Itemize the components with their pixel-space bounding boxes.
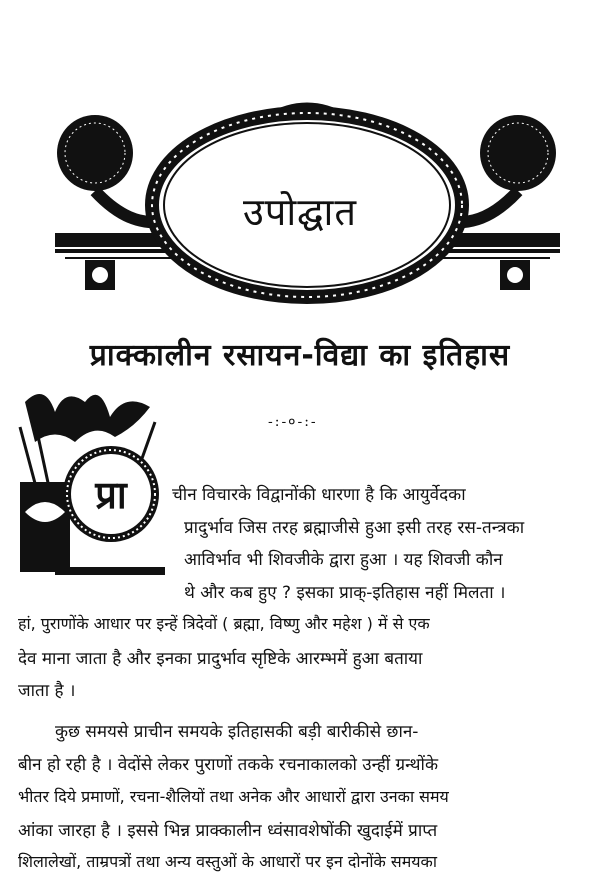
- body-line: जाता है ।: [18, 681, 76, 701]
- body-line: हां, पुराणोंके आधार पर इन्हें त्रिदेवों ( ब्रह्मा, विष्णु और महेश ) में से एक: [18, 614, 430, 633]
- body-line: देव माना जाता है और इनका प्रादुर्भाव सृष्टिके आरम्भमें हुआ बताया: [18, 649, 423, 669]
- left-ornament-ball: [57, 115, 133, 191]
- body-line: बीन हो रही है । वेदोंसे लेकर पुराणों तकके रचनाकालको उन्हीं ग्रन्थोंके: [18, 755, 438, 775]
- drop-cap-letter: प्रा: [95, 473, 127, 517]
- body-line: आंका जारहा है । इससे भिन्न प्राक्कालीन ध्वंसावशेषोंकी खुदाईमें प्राप्त: [18, 821, 438, 841]
- chapter-title: उपोद्घात: [242, 190, 358, 234]
- body-line: थे और कब हुए ? इसका प्राक्-इतिहास नहीं मिलता ।: [184, 583, 506, 603]
- body-line: कुछ समयसे प्राचीन समयके इतिहासकी बड़ी बारीकीसे छान-: [55, 722, 419, 742]
- body-line: शिलालेखों, ताम्रपत्रों तथा अन्य वस्तुओं के आधारों पर इन दोनोंके समयका: [18, 852, 437, 871]
- body-line: भीतर दिये प्रमाणों, रचना-शैलियों तथा अनेक और आधारों द्वारा उनका समय: [18, 787, 449, 806]
- body-line: चीन विचारके विद्वानोंकी धारणा है कि आयुर्वेदका: [172, 485, 466, 505]
- section-divider: -:-०-:-: [268, 414, 318, 430]
- body-line: आविर्भाव भी शिवजीके द्वारा हुआ । यह शिवजी कौन: [184, 550, 503, 570]
- body-line: प्रादुर्भाव जिस तरह ब्रह्माजीसे हुआ इसी तरह रस-तन्त्रका: [184, 518, 525, 538]
- section-title: प्राक्कालीन रसायन-विद्या का इतिहास: [89, 338, 511, 373]
- right-ornament-ball: [480, 115, 556, 191]
